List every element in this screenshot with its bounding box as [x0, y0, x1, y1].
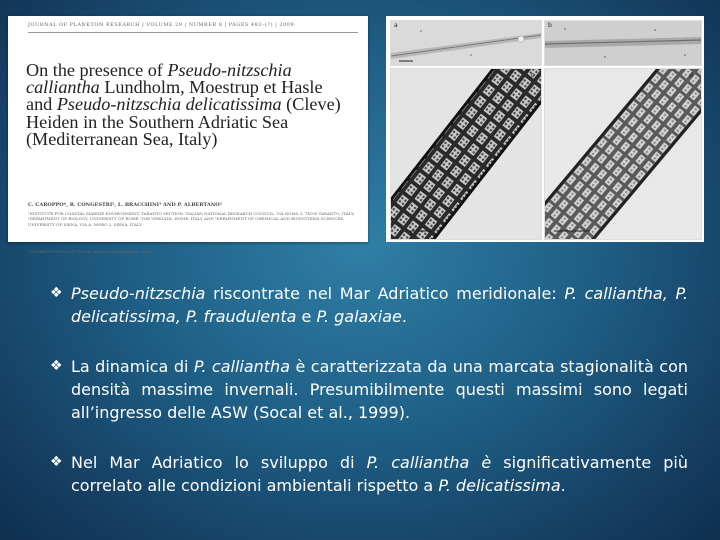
bullet-item [50, 451, 688, 497]
micrograph-panel-a [390, 20, 542, 66]
journal-header: JOURNAL OF PLANKTON RESEARCH | VOLUME 29 | NUMBER 8 | PAGES 483–(?) | 2009 [28, 22, 295, 28]
bullet-text: P. calliantha [193, 357, 291, 376]
paper-title-segment: (Cleve) [281, 94, 341, 115]
panel-label-a: a [394, 22, 398, 29]
bullet-text: è caratterizzata da una marcata stagionalità con densità massime invernali. Presumibilmente questi massimi sono legati all’ingresso delle ASW (Socal et al., 1999). [71, 357, 689, 422]
paper-title-segment: and [26, 94, 57, 115]
bullet-text: P. calliantha, P. delicatissima, P. fraudulenta [71, 284, 688, 326]
panel-label-b: b [548, 22, 552, 29]
micrograph-panel-b [544, 20, 702, 66]
bullet-text: riscontrate nel Mar Adriatico meridionale: [205, 284, 565, 303]
diatom-chain-image-a [391, 21, 541, 65]
paper-email: *CORRESPONDING AUTHOR: carmela.caroppo@iamc.cnr.it [28, 249, 152, 254]
bullet-text: . [560, 476, 566, 495]
paper-title [26, 62, 366, 148]
bullet-text: P. calliantha è [366, 453, 492, 472]
diatom-valve-image-d [545, 69, 701, 239]
bullet-text: Pseudo-nitzschia [71, 284, 206, 303]
paper-title-segment: Lundholm, Moestrup et Hasle [99, 77, 323, 98]
bullet-text: significativamente più correlato alle condizioni ambientali rispetto a [71, 453, 689, 495]
paper-title-segment: On the presence of [26, 60, 168, 80]
bullet-item [50, 355, 688, 424]
bullet-list [50, 282, 688, 497]
paper-title-segment: Pseudo-nitzschia [167, 60, 292, 80]
bullet-text: P. delicatissima [438, 476, 561, 495]
bullet-item [50, 282, 688, 328]
bullet-diamond-icon: ❖ [50, 454, 63, 470]
bullet-diamond-icon: ❖ [50, 358, 63, 374]
bullet-diamond-icon: ❖ [50, 285, 63, 301]
paper-title-segment: Heiden in the Southern Adriatic Sea [26, 111, 289, 132]
panel-label-d: d [689, 72, 693, 79]
paper-title-segment: (Mediterranean Sea, Italy) [26, 128, 218, 149]
header-rule [28, 32, 358, 33]
panel-label-c: c [531, 72, 535, 79]
paper-title-segment: calliantha [26, 77, 100, 98]
bullet-text: Nel Mar Adriatico lo sviluppo di [71, 453, 367, 472]
bullet-text: P. galaxiae [316, 307, 402, 326]
micrograph-panel-d [544, 68, 702, 240]
paper-authors: C. CAROPPO*, R. CONGESTRI², L. BRACCHINI³ AND P. ALBERTANO² [28, 202, 222, 208]
bullet-text: La dinamica di [71, 357, 194, 376]
bullet-text: . [401, 307, 407, 326]
micrograph-figure [386, 16, 704, 242]
bullet-text: e [296, 307, 317, 326]
paper-title-line [26, 128, 366, 149]
diatom-chain-image-b [545, 21, 701, 65]
micrograph-panel-c [390, 68, 542, 240]
paper-title-segment: Pseudo-nitzschia delicatissima [56, 94, 282, 115]
paper-affiliations: ¹INSTITUTE FOR COASTAL MARINE ENVIRONMENT, TARANTO SECTION, ITALIAN NATIONAL RESEARCH COUNCIL, VIA ROMA 3, 74100 TARANTO, ITALY; ²DEPARTMENT OF BIOLOGY, UNIVERSITY OF ROME 'TOR VERGATA', ROME, ITALY AND ³DEPARTMENT OF CHEMICAL AND BIOSYSTEMS SCIENCES, UNIVERSITY OF SIENA, VIA A. MORO 2, SIENA, ITALY [28, 211, 355, 227]
paper-title-page [8, 16, 368, 254]
diatom-valve-image-c [391, 69, 541, 239]
